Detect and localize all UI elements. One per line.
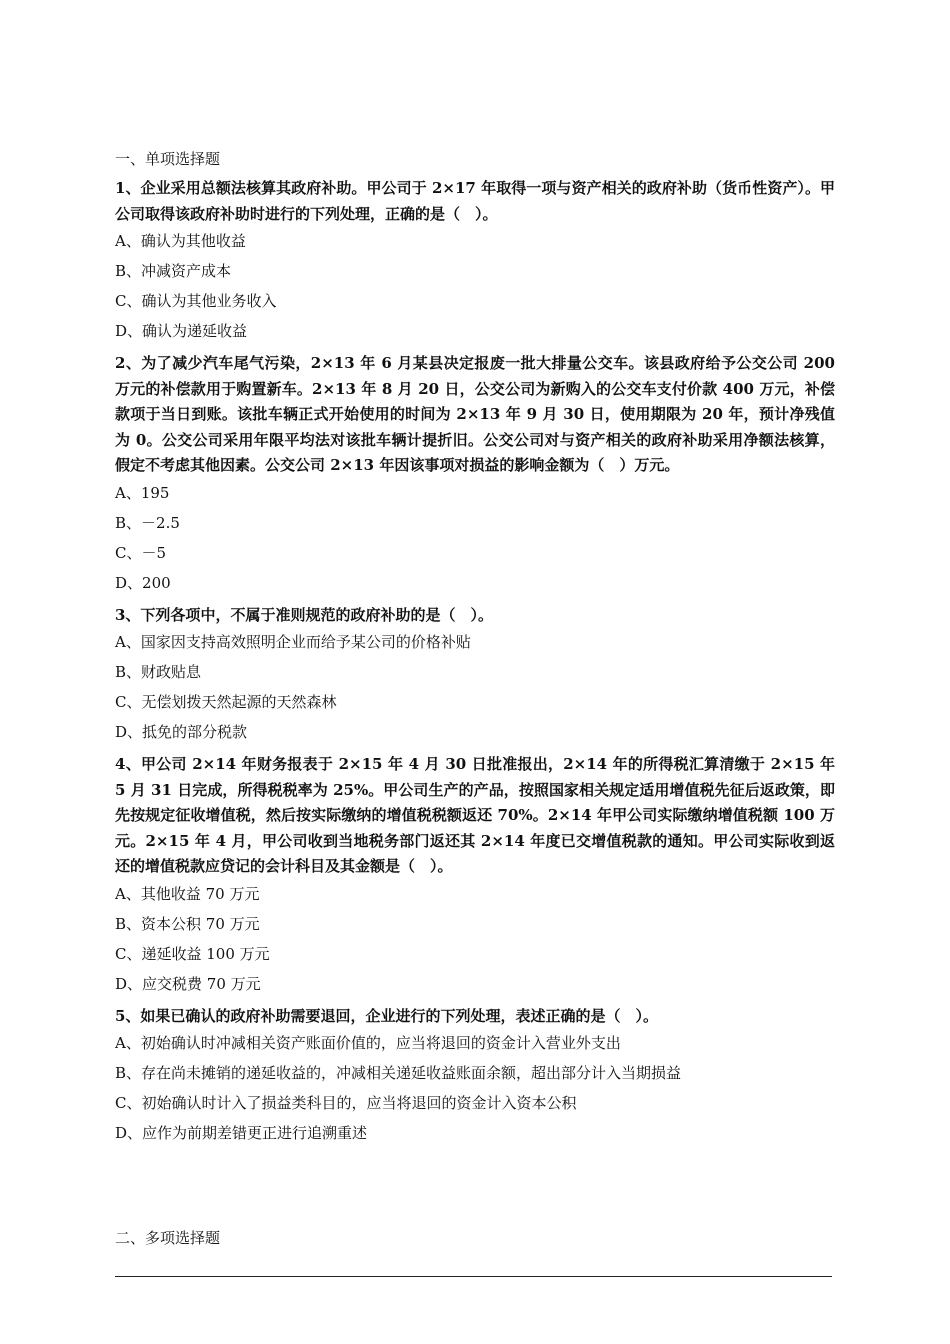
option-b: B、财政贴息 [115,663,202,681]
option-list [115,884,835,994]
option-d: D、应作为前期差错更正进行追溯重述 [115,1124,368,1142]
option-d: D、应交税费 70 万元 [115,974,261,993]
option-a: A、初始确认时冲减相关资产账面价值的，应当将退回的资金计入营业外支出 [115,1034,621,1052]
option-d: D、抵免的部分税款 [115,723,248,741]
question-text: 1、企业采用总额法核算其政府补助。甲公司于 2×17 年取得一项与资产相关的政府补助（货币性资产）。甲公司取得该政府补助时进行的下列处理，正确的是（ ）。 [115,179,835,223]
option-b: B、存在尚未摊销的递延收益的，冲减相关递延收益账面余额，超出部分计入当期损益 [115,1064,682,1082]
option-a: A、国家因支持高效照明企业而给予某公司的价格补贴 [115,633,471,651]
option-list [115,483,835,593]
option-a: A、确认为其他收益 [115,232,246,250]
option-c: C、－5 [115,543,167,562]
section-single-choice [115,148,835,1153]
option-c: C、初始确认时计入了损益类科目的，应当将退回的资金计入资本公积 [115,1094,577,1112]
option-list [115,1033,835,1143]
question-5 [115,1004,835,1144]
question-2 [115,351,835,593]
question-3 [115,603,835,743]
section-title: 一、单项选择题 [115,150,221,168]
question-4 [115,752,835,994]
section-title-multiple-choice: 二、多项选择题 [115,1229,221,1247]
question-text: 4、甲公司 2×14 年财务报表于 2×15 年 4 月 30 日批准报出，2×14 年的所得税汇算清缴于 2×15 年 5 月 31 日完成，所得税税率为 25%。甲公司生产的产品，按照国家相关规定适用增值税先征后返政策，即先按规定征收增值税，然后按实际缴纳的增值税税额返还 70%。2×14 年甲公司实际缴纳增值税额 100 万元。2×15 年 4 月，甲公司收到当地税务部门返还其 2×14 年度已交增值税款的通知。甲公司实际收到返还的增值税款应贷记的会计科目及其金额是（ ）。 [115,755,835,875]
option-c: C、递延收益 100 万元 [115,944,270,963]
option-c: C、确认为其他业务收入 [115,292,277,310]
option-c: C、无偿划拨天然起源的天然森林 [115,693,337,711]
option-d: D、确认为递延收益 [115,322,248,340]
question-1 [115,176,835,341]
option-b: B、资本公积 70 万元 [115,914,260,933]
option-list [115,632,835,742]
footer-divider [115,1276,832,1277]
question-text: 2、为了减少汽车尾气污染，2×13 年 6 月某县决定报废一批大排量公交车。该县政府给予公交公司 200 万元的补偿款用于购置新车。2×13 年 8 月 20 日，公交公司为新购入的公交车支付价款 400 万元，补偿款项于当日到账。该批车辆正式开始使用的时间为 2×13 年 9 月 30 日，使用期限为 20 年，预计净残值为 0。公交公司采用年限平均法对该批车辆计提折旧。公交公司对与资产相关的政府补助采用净额法核算，假定不考虑其他因素。公交公司 2×13 年因该事项对损益的影响金额为（ ）万元。 [115,354,835,474]
option-list [115,231,835,341]
option-d: D、200 [115,573,171,592]
question-text: 5、如果已确认的政府补助需要退回，企业进行的下列处理，表述正确的是（ ）。 [115,1006,658,1025]
question-text: 3、下列各项中，不属于准则规范的政府补助的是（ ）。 [115,605,493,624]
option-a: A、195 [115,483,170,502]
option-a: A、其他收益 70 万元 [115,884,260,903]
option-b: B、－2.5 [115,513,180,532]
option-b: B、冲减资产成本 [115,262,232,280]
